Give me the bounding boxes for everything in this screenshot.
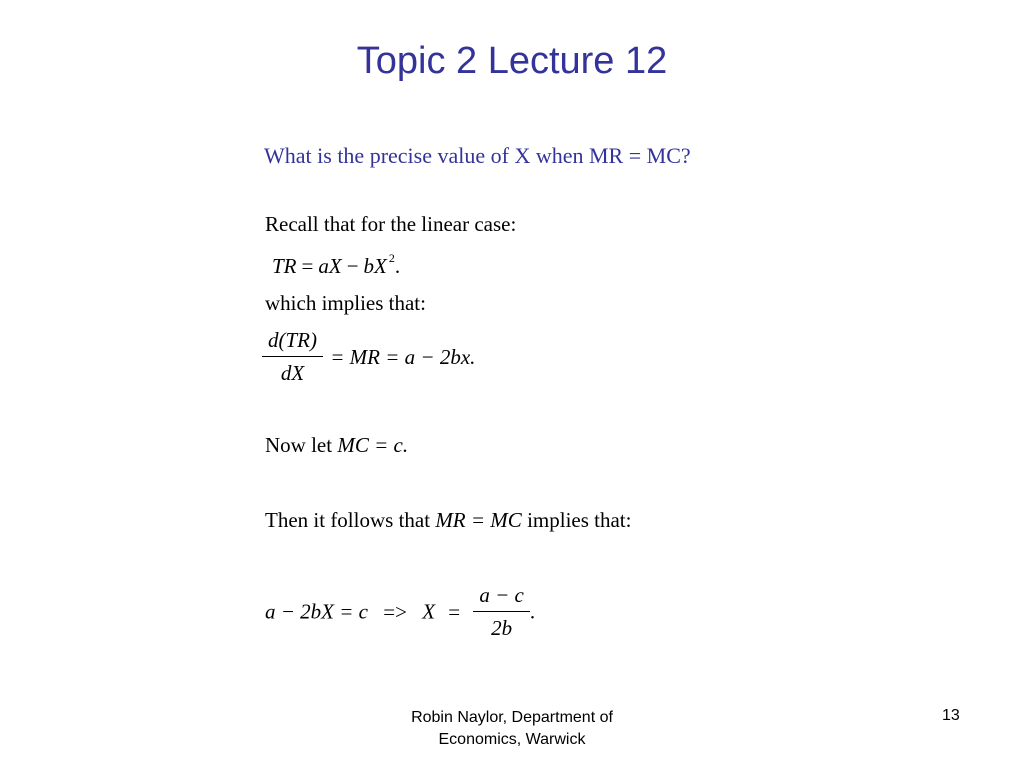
solution-equals-sign: =: [448, 599, 461, 624]
implication-arrow: =>: [383, 599, 407, 624]
mr-expression: = MR = a − 2bx.: [330, 344, 476, 369]
solution-equation: [265, 585, 535, 639]
now-let-text: Now let: [265, 433, 333, 457]
mr-equals-mc-expression: MR = MC: [435, 508, 522, 532]
solution-fraction: [473, 585, 530, 639]
solution-left-side: a − 2bX = c: [265, 599, 368, 624]
page-number: 13: [942, 707, 960, 724]
x-solution-symbol: X: [422, 599, 436, 624]
question-text: What is the precise value of X when MR = MC?: [264, 143, 691, 168]
solution-denominator: 2b: [491, 616, 513, 640]
implies-text: which implies that:: [265, 291, 426, 315]
solution-fraction-bar: [473, 611, 530, 612]
derivative-fraction: [262, 330, 323, 384]
solution-period: .: [529, 599, 536, 624]
footer-credit: Robin Naylor, Department of Economics, Warwick: [411, 709, 613, 748]
then-follows-text: Then it follows that: [265, 508, 431, 532]
solution-numerator: a − c: [479, 583, 524, 607]
slide-title: Topic 2 Lecture 12: [356, 40, 668, 82]
minus-sign: −: [346, 254, 359, 278]
now-let-line: [265, 435, 408, 456]
equals-sign: =: [301, 254, 314, 278]
implies-that-text: implies that:: [527, 508, 632, 532]
total-revenue-equation: [272, 251, 401, 278]
derivative-denominator: dX: [280, 361, 305, 385]
period: .: [394, 254, 401, 278]
b-symbol: b: [363, 254, 375, 278]
x-squared-symbol: X: [374, 254, 387, 278]
x-symbol: X: [328, 254, 342, 278]
fraction-bar: [262, 356, 323, 357]
marginal-revenue-equation: [262, 330, 475, 384]
then-follows-line: [265, 510, 631, 531]
mc-expression: MC = c.: [337, 433, 409, 457]
a-symbol: a: [318, 254, 329, 278]
recall-text: Recall that for the linear case:: [265, 212, 517, 236]
derivative-numerator: d(TR): [268, 328, 317, 352]
exponent: 2: [388, 251, 395, 265]
tr-symbol: TR: [272, 254, 297, 278]
